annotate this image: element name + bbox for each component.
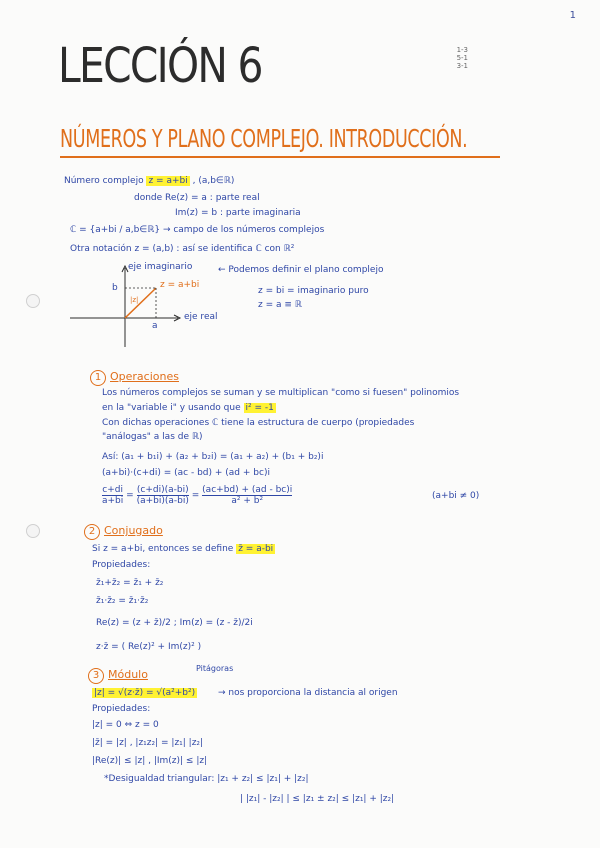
punch-hole [26,294,40,308]
s1-line-2 [102,403,276,413]
intro-line-3: Im(z) = b : parte imaginaria [175,208,301,218]
section-number: 2 [84,524,100,540]
s2-prop-2: z̄₁·z̄₂ = z̄₁·z̄₂ [96,596,149,606]
s2-text: Si z = a+bi, entonces se define [92,544,234,554]
margin-note-line: 1-3 [456,46,468,54]
s1-division-formula: $\frac{c+di}{a+bi}$ = $\frac{(c+di)(a-bi)}{(a+bi)(a-bi)}$ = $\frac{(ac+bd) + (ad - bc)i}{\text{a² + b²}}$ [102,485,293,506]
s3-text: → nos proporciona la distancia al origen [218,688,398,698]
intro-text: Número complejo [64,176,144,186]
intro-line-1 [64,176,234,186]
s1-condition: (a+bi ≠ 0) [432,491,480,501]
section-operaciones [90,370,179,386]
i-squared-highlight: i² = -1 [245,403,274,413]
page-title: LECCIÓN 6 [58,38,262,94]
pitagoras-note: Pitágoras [196,664,234,673]
s3-properties: Propiedades: [92,704,151,714]
s2-line-1 [92,544,275,554]
section-number: 3 [88,668,104,684]
s2-prop-3: Re(z) = (z + z̄)/2 ; Im(z) = (z - z̄)/2i [96,618,253,628]
s1-product-formula: (a+bi)·(c+di) = (ac - bd) + (ad + bc)i [102,468,270,478]
plane-note: ← Podemos definir el plano complejo [218,265,384,275]
s2-prop-1: z̄₁+z̄₂ = z̄₁ + z̄₂ [96,578,164,588]
s3-reverse-inequality: | |z₁| - |z₂| | ≤ |z₁ ± z₂| ≤ |z₁| + |z₂| [240,794,395,804]
s2-properties: Propiedades: [92,560,151,570]
s3-prop-2: |z̄| = |z| , |z₁z₂| = |z₁| |z₂| [92,738,204,748]
x-axis-label: eje real [184,312,218,322]
section-conjugado [84,524,163,540]
intro-line-4: ℂ = {a+bi / a,b∈ℝ} → campo de los números complejos [70,225,325,235]
s1-text: en la "variable i" y usando que [102,403,241,413]
section-number: 1 [90,370,106,386]
page-number: 1 [569,10,576,21]
denominator: a² + b² [202,495,292,506]
margin-note-line: 5-1 [456,54,468,62]
s1-line-4: "análogas" a las de ℝ) [102,432,203,442]
numerator: c+di [102,485,123,495]
s1-line-3: Con dichas operaciones ℂ tiene la estructura de cuerpo (propiedades [102,418,415,428]
complex-number-highlight: z = a+bi [148,176,188,186]
b-label: b [112,283,118,293]
y-axis-label: eje imaginario [128,262,193,272]
point-label: z = a+bi [160,280,200,290]
a-label: a [152,321,158,331]
section-modulo [88,668,148,684]
s3-prop-3: |Re(z)| ≤ |z| , |Im(z)| ≤ |z| [92,756,208,766]
margin-note-line: 3-1 [456,62,468,70]
s3-prop-1: |z| = 0 ⇔ z = 0 [92,720,159,730]
numerator: (ac+bd) + (ad - bc)i [202,485,293,495]
s1-line-1: Los números complejos se suman y se multiplican "como si fuesen" polinomios [102,388,460,398]
s3-triangle-inequality: *Desigualdad triangular: |z₁ + z₂| ≤ |z₁| + |z₂| [104,774,309,784]
real-note: z = a ≡ ℝ [258,300,302,310]
s2-prop-4: z·z̄ = ( Re(z)² + Im(z)² ) [96,642,202,652]
section-title: Operaciones [110,370,179,383]
s3-line-1 [92,688,398,698]
modulus-label: |z| [130,296,139,304]
modulus-highlight: |z| = √(z·z̄) = √(a²+b²) [94,688,196,698]
complex-plane-diagram [70,262,230,352]
intro-line-2: donde Re(z) = a : parte real [134,193,260,203]
margin-note [457,46,468,70]
intro-line-5: Otra notación z = (a,b) : así se identifica ℂ con ℝ² [70,244,295,254]
imaginary-note: z = bi = imaginario puro [258,286,369,296]
page-subtitle: NÚMEROS Y PLANO COMPLEJO. INTRODUCCIÓN. [60,124,468,153]
section-title: Módulo [108,668,148,681]
s1-sum-formula: Así: (a₁ + b₁i) + (a₂ + b₂i) = (a₁ + a₂) + (b₁ + b₂)i [102,452,324,462]
intro-text: , (a,b∈ℝ) [192,176,235,186]
subtitle-underline [60,156,500,158]
punch-hole [26,524,40,538]
numerator: (c+di)(a-bi) [136,485,189,495]
section-title: Conjugado [104,524,163,537]
conjugate-highlight: z̄ = a-bi [238,544,274,554]
denominator: (a+bi)(a-bi) [136,496,189,506]
denominator: a+bi [102,496,124,506]
